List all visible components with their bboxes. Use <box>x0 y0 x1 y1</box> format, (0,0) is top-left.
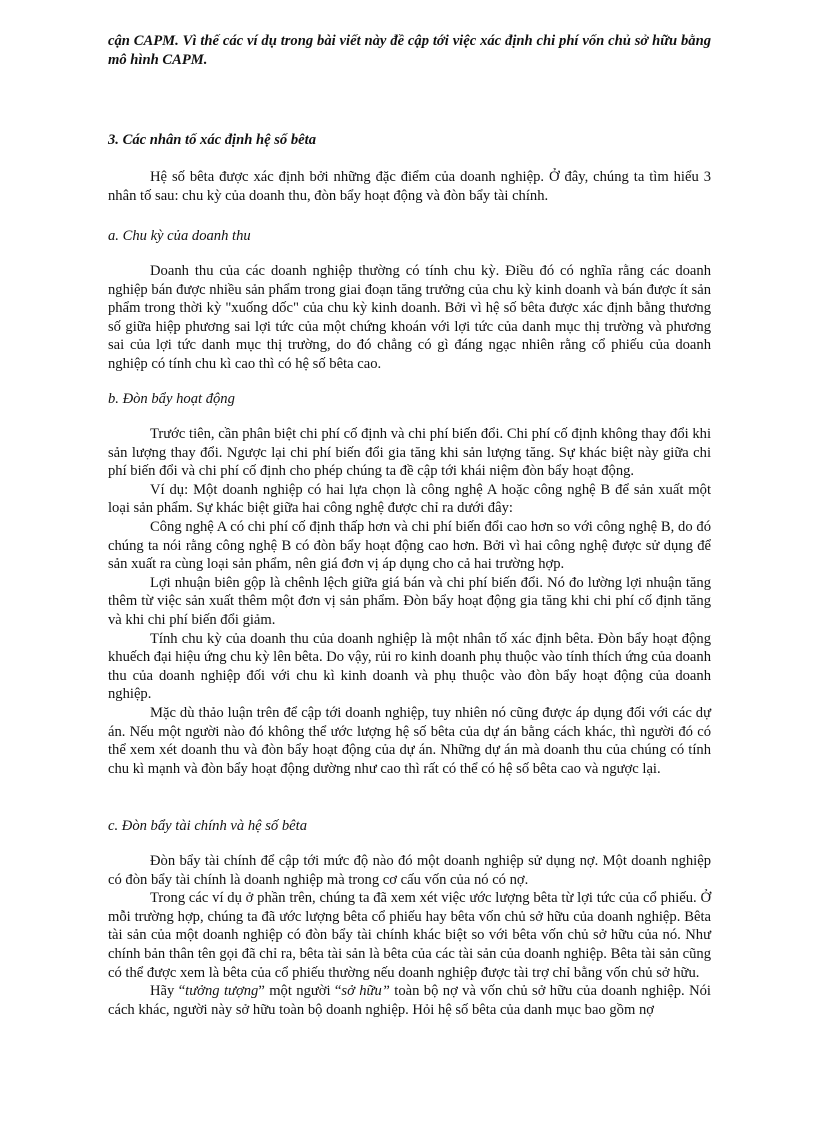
subsection-b-paragraph: Công nghệ A có chi phí cố định thấp hơn và chi phí biến đổi cao hơn so với công nghệ B, do đó chúng ta nói rằng công nghệ B có đòn bẩy hoạt động cao hơn. Bởi vì hai công nghệ được sử dụng để sản xuất ra cùng loại sản phẩm, nên giá đơn vị áp dụng cho cả hai trường hợp. <box>108 518 711 573</box>
subsection-heading-c: c. Đòn bẩy tài chính và hệ số bêta <box>108 818 307 834</box>
intro-paragraph: cận CAPM. Vì thế các ví dụ trong bài viết này đề cập tới việc xác định chi phí vốn chủ sở hữu bằng mô hình CAPM. <box>108 33 711 68</box>
text-run: toàn bộ nợ và vốn chủ sở hữu của doanh nghiệp. Nói cách khác, người này sở hữu toàn bộ doanh nghiệp. Hỏi hệ số bêta của danh mục bao gồm nợ <box>108 983 711 1018</box>
subsection-b-paragraph: Mặc dù thảo luận trên để cập tới doanh nghiệp, tuy nhiên nó cũng được áp dụng đối với các dự án. Nếu một người nào đó không thể ước lượng hệ số bêta của dự án bằng cách khác, thì người đó có thể xem xét doanh thu và đòn bẩy hoạt động của dự án. Những dự án mà doanh thu của chúng có tính chu kì mạnh và đòn bẩy hoạt động dường như cao thì rất có thể có hệ số bêta cao và ngược lại. <box>108 704 711 777</box>
subsection-c-paragraph: Đòn bẩy tài chính để cập tới mức độ nào đó một doanh nghiệp sử dụng nợ. Một doanh nghiệp có đòn bẩy tài chính là doanh nghiệp mà trong cơ cấu vốn của nó có nợ. <box>108 853 711 888</box>
text-run: ” một người “ <box>258 983 342 1000</box>
section-3-intro: Hệ số bêta được xác định bởi những đặc điểm của doanh nghiệp. Ở đây, chúng ta tìm hiểu 3 nhân tố sau: chu kỳ của doanh thu, đòn bẩy hoạt động và đòn bẩy tài chính. <box>108 169 711 204</box>
text-run: Hãy “ <box>150 983 186 1000</box>
subsection-c-paragraph: Trong các ví dụ ở phần trên, chúng ta đã xem xét việc ước lượng bêta từ lợi tức của cổ phiếu. Ở mỗi trường hợp, chúng ta đã ước lượng bêta cổ phiếu hay bêta vốn chủ sở hữu của doanh nghiệp. Bêta tài sản của một doanh nghiệp có đòn bẩy tài chính khác biệt so với bêta vốn chủ sở hữu của nó. Như chính bản thân tên gọi đã chỉ ra, bêta tài sản là bêta của các tài sản của doanh nghiệp. Bêta tài sản cũng có thể được xem là bêta của cổ phiếu thường nếu doanh nghiệp được tài trợ chỉ bằng vốn chủ sở hữu. <box>108 890 711 981</box>
italic-term-tuong-tuong: tưởng tượng <box>185 983 259 1000</box>
section-heading-3: 3. Các nhân tố xác định hệ số bêta <box>108 132 316 148</box>
subsection-c-last-paragraph <box>108 982 711 1019</box>
subsection-b-paragraph: Lợi nhuận biên gộp là chênh lệch giữa giá bán và chi phí biến đổi. Nó đo lường lợi nhuận tăng thêm từ việc sản xuất thêm một đơn vị sản phẩm. Đòn bẩy hoạt động gia tăng khi chi phí cố định tăng và khi chi phí biến đổi giảm. <box>108 574 711 628</box>
subsection-b-paragraph: Ví dụ: Một doanh nghiệp có hai lựa chọn là công nghệ A hoặc công nghệ B để sản xuất một loại sản phẩm. Sự khác biệt giữa hai công nghệ được chỉ ra dưới đây: <box>108 481 711 517</box>
subsection-a-paragraph: Doanh thu của các doanh nghiệp thường có tính chu kỳ. Điều đó có nghĩa rằng các doanh nghiệp bán được nhiều sản phẩm trong giai đoạn tăng trưởng của chu kỳ kinh doanh và bán được ít sản phẩm trong thời kỳ "xuống dốc" của chu kỳ kinh doanh. Bởi vì hệ số bêta được xác định bằng thương số giữa hiệp phương sai lợi tức của một chứng khoán với lợi tức của danh mục thị trường và phương sai của lợi tức danh mục thị trường, do đó chẳng có gì đáng ngạc nhiên rằng cổ phiếu của doanh nghiệp có tính chu kì cao thì có hệ số bêta cao. <box>108 263 711 372</box>
subsection-b-paragraph: Trước tiên, cần phân biệt chi phí cố định và chi phí biến đổi. Chi phí cố định không thay đổi khi sản lượng thay đổi. Ngược lại chi phí biến đổi gia tăng khi sản lượng tăng. Sự khác biệt này giữa chi phí biến đổi và chi phí cố định cho phép chúng ta đề cập tới khái niệm đòn bẩy hoạt động. <box>108 426 711 480</box>
subsection-b-body <box>108 425 711 778</box>
subsection-heading-a: a. Chu kỳ của doanh thu <box>108 228 251 244</box>
subsection-b-paragraph: Tính chu kỳ của doanh thu của doanh nghiệp là một nhân tố xác định bêta. Đòn bẩy hoạt động khuếch đại hiệu ứng chu kỳ lên bêta. Do vậy, rủi ro kinh doanh phụ thuộc vào tính thích ứng của doanh thu của doanh nghiệp đối với chu kì kinh doanh và phụ thuộc vào đòn bẩy hoạt động của doanh nghiệp. <box>108 630 711 703</box>
subsection-heading-b: b. Đòn bẩy hoạt động <box>108 391 235 407</box>
italic-term-so-huu: sở hữu” <box>341 983 390 1000</box>
subsection-c-body <box>108 852 711 1019</box>
